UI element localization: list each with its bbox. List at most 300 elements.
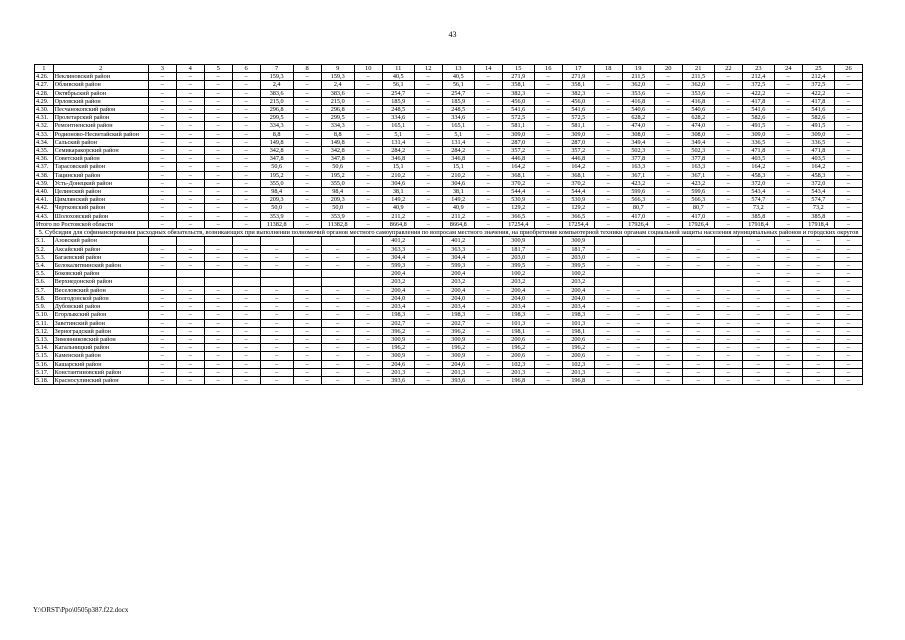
value-cell: 159,3 xyxy=(260,73,293,81)
value-cell: 215,0 xyxy=(260,97,293,105)
value-cell: – xyxy=(148,81,176,89)
value-cell xyxy=(321,270,354,278)
value-cell: – xyxy=(204,163,232,171)
district-name-cell: Песчанокопский район xyxy=(53,106,148,114)
value-cell: – xyxy=(534,303,562,311)
value-cell: – xyxy=(148,368,176,376)
value-cell: 204,0 xyxy=(382,294,414,302)
value-cell xyxy=(148,270,176,278)
value-cell xyxy=(176,278,204,286)
value-cell: 215,0 xyxy=(321,97,354,105)
value-cell: – xyxy=(414,179,442,187)
value-cell: 368,1 xyxy=(502,171,534,179)
value-cell: 159,3 xyxy=(321,73,354,81)
value-cell: – xyxy=(622,335,654,343)
value-cell: 393,6 xyxy=(442,376,474,384)
value-cell: 5,1 xyxy=(442,130,474,138)
value-cell: 149,2 xyxy=(382,196,414,204)
value-cell: – xyxy=(594,114,622,122)
value-cell: 201,3 xyxy=(502,368,534,376)
value-cell: – xyxy=(232,97,260,105)
row-number-cell: 4.40. xyxy=(35,188,54,196)
value-cell: 334,6 xyxy=(382,114,414,122)
value-cell: – xyxy=(534,163,562,171)
value-cell: – xyxy=(594,245,622,253)
value-cell: – xyxy=(834,286,862,294)
value-cell: – xyxy=(774,122,802,130)
value-cell: – xyxy=(414,212,442,220)
value-cell: – xyxy=(204,196,232,204)
column-number-cell: 1 xyxy=(35,65,54,73)
value-cell: – xyxy=(654,319,682,327)
value-cell: – xyxy=(354,286,382,294)
district-name-cell: Красносулинский район xyxy=(53,376,148,384)
value-cell: – xyxy=(204,138,232,146)
district-name-cell: Ремонтненский район xyxy=(53,122,148,130)
value-cell: 8,8 xyxy=(321,130,354,138)
value-cell: 357,2 xyxy=(502,147,534,155)
value-cell: 100,2 xyxy=(562,270,594,278)
value-cell: – xyxy=(474,212,502,220)
value-cell: 203,2 xyxy=(562,278,594,286)
value-cell: 399,5 xyxy=(502,262,534,270)
value-cell: 8664,8 xyxy=(382,220,414,228)
value-cell: – xyxy=(148,122,176,130)
value-cell: 393,6 xyxy=(382,376,414,384)
value-cell: – xyxy=(354,303,382,311)
value-cell xyxy=(654,278,682,286)
value-cell: – xyxy=(232,106,260,114)
value-cell: – xyxy=(148,245,176,253)
value-cell: 131,4 xyxy=(442,138,474,146)
value-cell: 17926,4 xyxy=(622,220,654,228)
row-number-cell: 5.1. xyxy=(35,237,54,245)
value-cell: – xyxy=(232,294,260,302)
value-cell: – xyxy=(594,188,622,196)
table-row xyxy=(35,245,863,253)
column-number-cell: 11 xyxy=(382,65,414,73)
table-row xyxy=(35,122,863,130)
value-cell: – xyxy=(834,163,862,171)
value-cell: – xyxy=(834,212,862,220)
subsidy-table xyxy=(34,64,863,385)
value-cell xyxy=(714,237,742,245)
value-cell: – xyxy=(414,303,442,311)
value-cell: – xyxy=(622,262,654,270)
value-cell: 248,5 xyxy=(442,106,474,114)
value-cell: 353,9 xyxy=(321,212,354,220)
value-cell: – xyxy=(176,73,204,81)
value-cell: – xyxy=(148,303,176,311)
value-cell: – xyxy=(474,327,502,335)
value-cell: 304,4 xyxy=(442,253,474,261)
value-cell: – xyxy=(714,97,742,105)
value-cell: 2,4 xyxy=(321,81,354,89)
value-cell: – xyxy=(834,220,862,228)
footer-file-path: Y:\ORST\Ppo\0505p387.f22.docx xyxy=(33,606,129,614)
value-cell: – xyxy=(148,196,176,204)
value-cell: 372,5 xyxy=(802,81,834,89)
value-cell: – xyxy=(594,138,622,146)
value-cell: – xyxy=(714,262,742,270)
value-cell: – xyxy=(714,303,742,311)
value-cell: – xyxy=(260,352,293,360)
value-cell: – xyxy=(260,335,293,343)
value-cell: – xyxy=(148,319,176,327)
value-cell: – xyxy=(293,179,321,187)
value-cell: – xyxy=(148,97,176,105)
value-cell xyxy=(414,237,442,245)
value-cell: – xyxy=(834,122,862,130)
value-cell: – xyxy=(594,253,622,261)
value-cell: 198,1 xyxy=(562,327,594,335)
column-number-cell: 6 xyxy=(232,65,260,73)
row-number-cell: 5.15. xyxy=(35,352,54,360)
value-cell: – xyxy=(654,114,682,122)
value-cell: 353,6 xyxy=(622,89,654,97)
value-cell: – xyxy=(293,122,321,130)
value-cell: – xyxy=(293,81,321,89)
value-cell: – xyxy=(232,130,260,138)
value-cell: – xyxy=(834,344,862,352)
value-cell: – xyxy=(414,352,442,360)
column-number-cell: 16 xyxy=(534,65,562,73)
value-cell: 200,4 xyxy=(562,286,594,294)
value-cell: 628,2 xyxy=(682,114,714,122)
value-cell: – xyxy=(802,286,834,294)
value-cell: – xyxy=(354,163,382,171)
table-row xyxy=(35,278,863,286)
value-cell: – xyxy=(204,220,232,228)
value-cell: 196,2 xyxy=(502,344,534,352)
value-cell: – xyxy=(354,81,382,89)
value-cell: 385,8 xyxy=(742,212,774,220)
row-number-cell: 5.12. xyxy=(35,327,54,335)
value-cell: 271,9 xyxy=(562,73,594,81)
table-row xyxy=(35,188,863,196)
value-cell: – xyxy=(714,352,742,360)
value-cell: – xyxy=(293,130,321,138)
value-cell: – xyxy=(714,212,742,220)
district-name-cell: Дубовский район xyxy=(53,303,148,311)
value-cell: – xyxy=(354,344,382,352)
value-cell: 347,8 xyxy=(321,155,354,163)
row-number-cell: 4.33. xyxy=(35,130,54,138)
value-cell: – xyxy=(148,130,176,138)
column-number-cell: 18 xyxy=(594,65,622,73)
value-cell: 502,3 xyxy=(682,147,714,155)
value-cell: – xyxy=(654,368,682,376)
column-number-cell: 20 xyxy=(654,65,682,73)
value-cell: – xyxy=(654,179,682,187)
column-number-cell: 22 xyxy=(714,65,742,73)
value-cell: – xyxy=(321,311,354,319)
value-cell: – xyxy=(622,245,654,253)
value-cell: – xyxy=(774,106,802,114)
value-cell: – xyxy=(204,262,232,270)
value-cell: 185,9 xyxy=(442,97,474,105)
value-cell: – xyxy=(232,122,260,130)
value-cell: – xyxy=(774,262,802,270)
value-cell: – xyxy=(354,360,382,368)
value-cell: 254,7 xyxy=(442,89,474,97)
value-cell: 211,2 xyxy=(382,212,414,220)
value-cell: 50,0 xyxy=(260,204,293,212)
value-cell: – xyxy=(354,138,382,146)
value-cell: – xyxy=(802,303,834,311)
column-number-cell: 7 xyxy=(260,65,293,73)
value-cell: – xyxy=(260,327,293,335)
value-cell: – xyxy=(654,97,682,105)
value-cell: 11382,8 xyxy=(321,220,354,228)
value-cell: – xyxy=(714,204,742,212)
value-cell: 385,8 xyxy=(802,212,834,220)
value-cell: 422,2 xyxy=(742,89,774,97)
value-cell xyxy=(534,278,562,286)
value-cell: – xyxy=(594,368,622,376)
value-cell: – xyxy=(354,262,382,270)
value-cell: – xyxy=(834,327,862,335)
value-cell: – xyxy=(654,212,682,220)
value-cell: – xyxy=(293,106,321,114)
value-cell: – xyxy=(204,179,232,187)
value-cell: – xyxy=(682,303,714,311)
value-cell: 204,0 xyxy=(562,294,594,302)
column-number-cell: 25 xyxy=(802,65,834,73)
value-cell: – xyxy=(148,344,176,352)
value-cell: – xyxy=(232,311,260,319)
section-header-row xyxy=(35,229,863,237)
value-cell: – xyxy=(260,360,293,368)
value-cell: – xyxy=(802,253,834,261)
value-cell: – xyxy=(834,81,862,89)
value-cell: – xyxy=(622,253,654,261)
value-cell: 346,8 xyxy=(382,155,414,163)
value-cell: – xyxy=(474,344,502,352)
value-cell: – xyxy=(714,89,742,97)
value-cell: – xyxy=(774,81,802,89)
value-cell: – xyxy=(176,319,204,327)
value-cell: 98,4 xyxy=(321,188,354,196)
value-cell: – xyxy=(834,360,862,368)
value-cell: – xyxy=(176,179,204,187)
value-cell: – xyxy=(594,319,622,327)
value-cell: – xyxy=(714,171,742,179)
value-cell: – xyxy=(414,311,442,319)
value-cell: 201,3 xyxy=(382,368,414,376)
value-cell xyxy=(204,237,232,245)
value-cell: – xyxy=(834,114,862,122)
value-cell: – xyxy=(534,204,562,212)
value-cell: – xyxy=(534,262,562,270)
value-cell: – xyxy=(354,89,382,97)
value-cell: – xyxy=(534,360,562,368)
value-cell: – xyxy=(774,138,802,146)
value-cell: 149,8 xyxy=(321,138,354,146)
value-cell: – xyxy=(354,188,382,196)
value-cell: 458,3 xyxy=(742,171,774,179)
value-cell: – xyxy=(622,352,654,360)
value-cell: – xyxy=(232,204,260,212)
table-row xyxy=(35,138,863,146)
table-row xyxy=(35,196,863,204)
value-cell: 296,8 xyxy=(260,106,293,114)
value-cell: – xyxy=(414,204,442,212)
value-cell: – xyxy=(834,171,862,179)
value-cell: – xyxy=(594,73,622,81)
value-cell: – xyxy=(148,360,176,368)
value-cell: 163,3 xyxy=(622,163,654,171)
value-cell xyxy=(474,278,502,286)
value-cell xyxy=(682,278,714,286)
value-cell: 446,8 xyxy=(562,155,594,163)
value-cell: 572,5 xyxy=(562,114,594,122)
value-cell: 377,8 xyxy=(622,155,654,163)
value-cell: – xyxy=(714,188,742,196)
value-cell: – xyxy=(834,237,862,245)
value-cell xyxy=(321,237,354,245)
value-cell: 200,4 xyxy=(442,286,474,294)
value-cell: – xyxy=(534,147,562,155)
value-cell: – xyxy=(260,376,293,384)
value-cell: 358,1 xyxy=(502,81,534,89)
district-name-cell: Усть-Донецкий район xyxy=(53,179,148,187)
value-cell: – xyxy=(204,188,232,196)
row-number-cell: 5.18. xyxy=(35,376,54,384)
value-cell: – xyxy=(474,376,502,384)
value-cell: – xyxy=(594,262,622,270)
value-cell: – xyxy=(148,376,176,384)
value-cell: – xyxy=(354,106,382,114)
value-cell: – xyxy=(293,303,321,311)
value-cell: 80,7 xyxy=(682,204,714,212)
value-cell: – xyxy=(260,303,293,311)
value-cell: – xyxy=(474,245,502,253)
value-cell: – xyxy=(534,368,562,376)
value-cell: – xyxy=(654,163,682,171)
value-cell: – xyxy=(321,294,354,302)
row-number-cell: 5.9. xyxy=(35,303,54,311)
row-number-cell: 5.3. xyxy=(35,253,54,261)
value-cell: – xyxy=(176,253,204,261)
value-cell: – xyxy=(414,344,442,352)
value-cell: – xyxy=(682,335,714,343)
value-cell: – xyxy=(260,245,293,253)
value-cell: – xyxy=(654,360,682,368)
value-cell: – xyxy=(293,147,321,155)
row-number-cell: 4.41. xyxy=(35,196,54,204)
value-cell xyxy=(148,237,176,245)
value-cell: – xyxy=(474,188,502,196)
value-cell: 203,2 xyxy=(382,278,414,286)
value-cell: – xyxy=(176,344,204,352)
district-name-cell: Константиновский район xyxy=(53,368,148,376)
value-cell: – xyxy=(232,114,260,122)
value-cell: – xyxy=(204,155,232,163)
value-cell: – xyxy=(774,147,802,155)
value-cell: 200,6 xyxy=(502,335,534,343)
value-cell: – xyxy=(622,303,654,311)
value-cell: – xyxy=(354,204,382,212)
value-cell: 129,2 xyxy=(562,204,594,212)
value-cell: – xyxy=(204,73,232,81)
value-cell: 304,4 xyxy=(382,253,414,261)
value-cell: 377,8 xyxy=(682,155,714,163)
value-cell: – xyxy=(474,122,502,130)
value-cell: 366,5 xyxy=(562,212,594,220)
value-cell: – xyxy=(474,368,502,376)
value-cell: – xyxy=(714,122,742,130)
value-cell: – xyxy=(474,352,502,360)
row-number-cell: 5.17. xyxy=(35,368,54,376)
value-cell: – xyxy=(714,163,742,171)
value-cell: – xyxy=(474,262,502,270)
value-cell: – xyxy=(414,294,442,302)
value-cell: 40,9 xyxy=(442,204,474,212)
value-cell: 287,0 xyxy=(562,138,594,146)
row-number-cell: 5.13. xyxy=(35,335,54,343)
value-cell: – xyxy=(260,262,293,270)
value-cell: 203,4 xyxy=(502,303,534,311)
value-cell: – xyxy=(232,138,260,146)
value-cell: – xyxy=(682,360,714,368)
value-cell: 50,0 xyxy=(321,204,354,212)
value-cell: – xyxy=(148,220,176,228)
value-cell: – xyxy=(654,138,682,146)
value-cell: 368,1 xyxy=(562,171,594,179)
value-cell: – xyxy=(714,245,742,253)
value-cell: – xyxy=(534,73,562,81)
value-cell: 628,2 xyxy=(622,114,654,122)
value-cell: – xyxy=(176,204,204,212)
value-cell: 543,4 xyxy=(802,188,834,196)
table-row xyxy=(35,171,863,179)
value-cell: – xyxy=(622,319,654,327)
value-cell: – xyxy=(232,368,260,376)
value-cell: – xyxy=(148,311,176,319)
value-cell: – xyxy=(682,352,714,360)
value-cell: 284,2 xyxy=(442,147,474,155)
district-name-cell: Семикаракорский район xyxy=(53,147,148,155)
value-cell: – xyxy=(654,352,682,360)
value-cell: 198,3 xyxy=(382,311,414,319)
value-cell: 382,3 xyxy=(502,89,534,97)
row-number-cell: 4.38. xyxy=(35,171,54,179)
column-number-cell: 10 xyxy=(354,65,382,73)
value-cell: – xyxy=(204,327,232,335)
value-cell: – xyxy=(682,319,714,327)
table-row xyxy=(35,352,863,360)
value-cell: – xyxy=(774,294,802,302)
value-cell: – xyxy=(774,130,802,138)
district-name-cell: Чертковский район xyxy=(53,204,148,212)
value-cell: – xyxy=(742,237,774,245)
value-cell: – xyxy=(204,97,232,105)
value-cell: – xyxy=(774,303,802,311)
value-cell: – xyxy=(714,294,742,302)
value-cell: 370,2 xyxy=(502,179,534,187)
value-cell: – xyxy=(534,294,562,302)
value-cell: – xyxy=(293,294,321,302)
table-body xyxy=(35,65,863,385)
value-cell: 131,4 xyxy=(382,138,414,146)
value-cell: 422,2 xyxy=(802,89,834,97)
value-cell: – xyxy=(802,352,834,360)
value-cell: – xyxy=(802,360,834,368)
value-cell: – xyxy=(802,245,834,253)
value-cell: – xyxy=(204,368,232,376)
value-cell: – xyxy=(204,204,232,212)
